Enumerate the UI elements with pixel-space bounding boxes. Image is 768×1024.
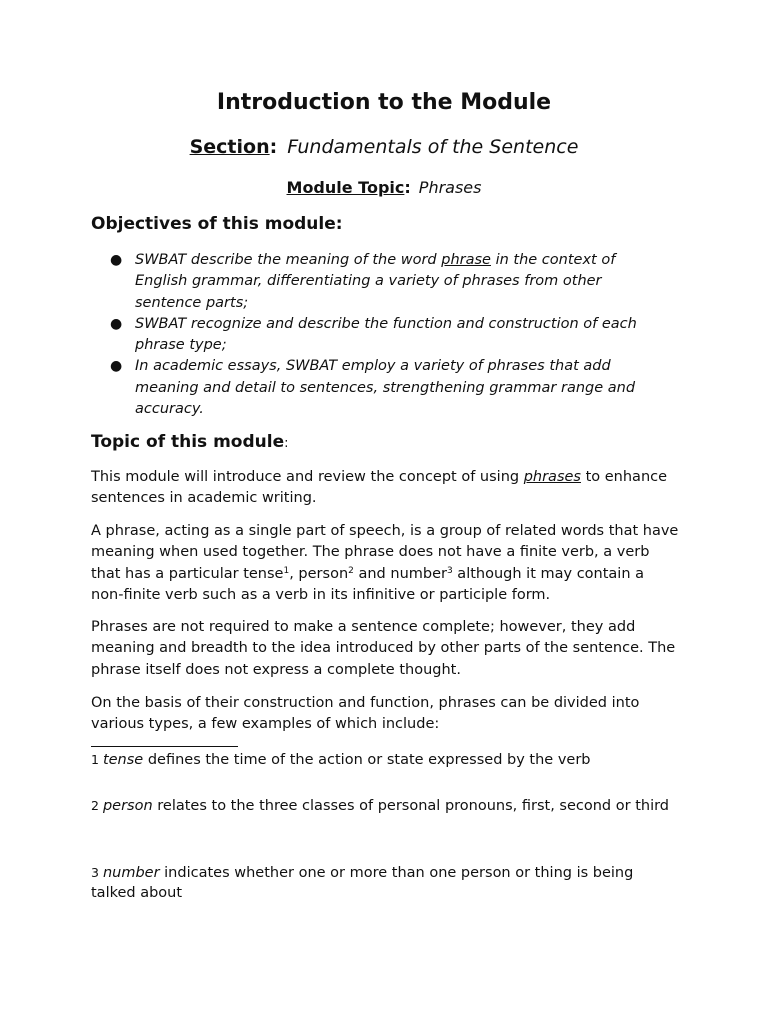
objectives-list xyxy=(110,250,670,420)
section-value: Fundamentals of the Sentence xyxy=(287,136,579,158)
topic-heading xyxy=(91,432,289,452)
topic-paragraph-purpose: Phrases are not required to make a sentence complete; however, they add meaning and breadth to the idea introduced by other parts of the sentence. The phrase itself does not express a complete thought. xyxy=(91,619,676,678)
footnote-number: 3 xyxy=(91,865,99,880)
footnote-number: 1 xyxy=(91,752,99,767)
topic-paragraph-definition xyxy=(91,521,681,606)
bullet-icon: ● xyxy=(110,252,123,268)
objective-item xyxy=(110,250,670,314)
module-topic-colon: : xyxy=(404,178,411,197)
footnote-2 xyxy=(91,796,681,816)
objective-text: In academic essays, SWBAT employ a variety of phrases that add meaning and detail to sentences, strengthening grammar range and accuracy. xyxy=(135,358,636,418)
topic-heading-text: Topic of this module xyxy=(91,432,285,452)
module-topic-line xyxy=(0,178,768,197)
footnote-divider xyxy=(91,746,238,747)
objective-item xyxy=(110,314,670,357)
objectives-heading: Objectives of this module: xyxy=(91,214,343,234)
footnote-1 xyxy=(91,750,681,770)
footnote-term: number xyxy=(102,865,160,881)
topic-paragraph-types: On the basis of their construction and function, phrases can be divided into various types, a few examples of which include: xyxy=(91,695,640,733)
objective-text-pre: SWBAT describe the meaning of the word xyxy=(135,252,442,268)
footnote-term: tense xyxy=(102,752,144,768)
module-topic-value: Phrases xyxy=(418,178,482,197)
footnote-term: person xyxy=(102,798,153,814)
footnote-3 xyxy=(91,863,681,903)
objective-text-post: in the context of English grammar, differentiating a variety of phrases from other sentence parts; xyxy=(135,252,616,311)
phrases-term: phrases xyxy=(523,469,581,485)
footnote-ref-3[interactable]: 3 xyxy=(446,565,453,576)
paragraph-text: to enhance sentences in academic writing. xyxy=(91,469,668,507)
paragraph-text: A phrase, acting as a single part of speech, is a group of related words that have meaning when used together. The phrase does not have a finite verb, a verb that has a particular tense xyxy=(91,523,679,582)
objective-item xyxy=(110,356,670,420)
module-topic-label: Module Topic xyxy=(286,178,405,197)
document-title: Introduction to the Module xyxy=(216,90,552,115)
section-colon: : xyxy=(269,136,278,158)
paragraph-text: and number xyxy=(353,565,447,582)
footnote-text: relates to the three classes of personal pronouns, first, second or third xyxy=(152,798,670,814)
footnote-number: 2 xyxy=(91,798,99,813)
bullet-icon: ● xyxy=(110,315,123,332)
objective-term: phrase xyxy=(441,252,491,268)
footnote-ref-2[interactable]: 2 xyxy=(348,565,354,576)
section-line xyxy=(0,136,768,158)
bullet-icon: ● xyxy=(110,358,123,375)
paragraph-text: , person xyxy=(289,565,349,582)
topic-heading-colon: : xyxy=(284,436,289,451)
paragraph-text: although it may contain a non-finite verb such as a verb in its infinitive or participle form. xyxy=(91,565,645,603)
section-label: Section xyxy=(189,136,270,158)
objective-text: SWBAT recognize and describe the function and construction of each phrase type; xyxy=(135,315,637,354)
footnote-text: defines the time of the action or state expressed by the verb xyxy=(143,752,591,768)
topic-paragraph-intro xyxy=(91,467,681,510)
paragraph-text: This module will introduce and review the concept of using xyxy=(91,469,524,485)
footnote-ref-1[interactable]: 1 xyxy=(283,565,290,576)
footnote-text: indicates whether one or more than one person or thing is being talked about xyxy=(91,865,634,901)
